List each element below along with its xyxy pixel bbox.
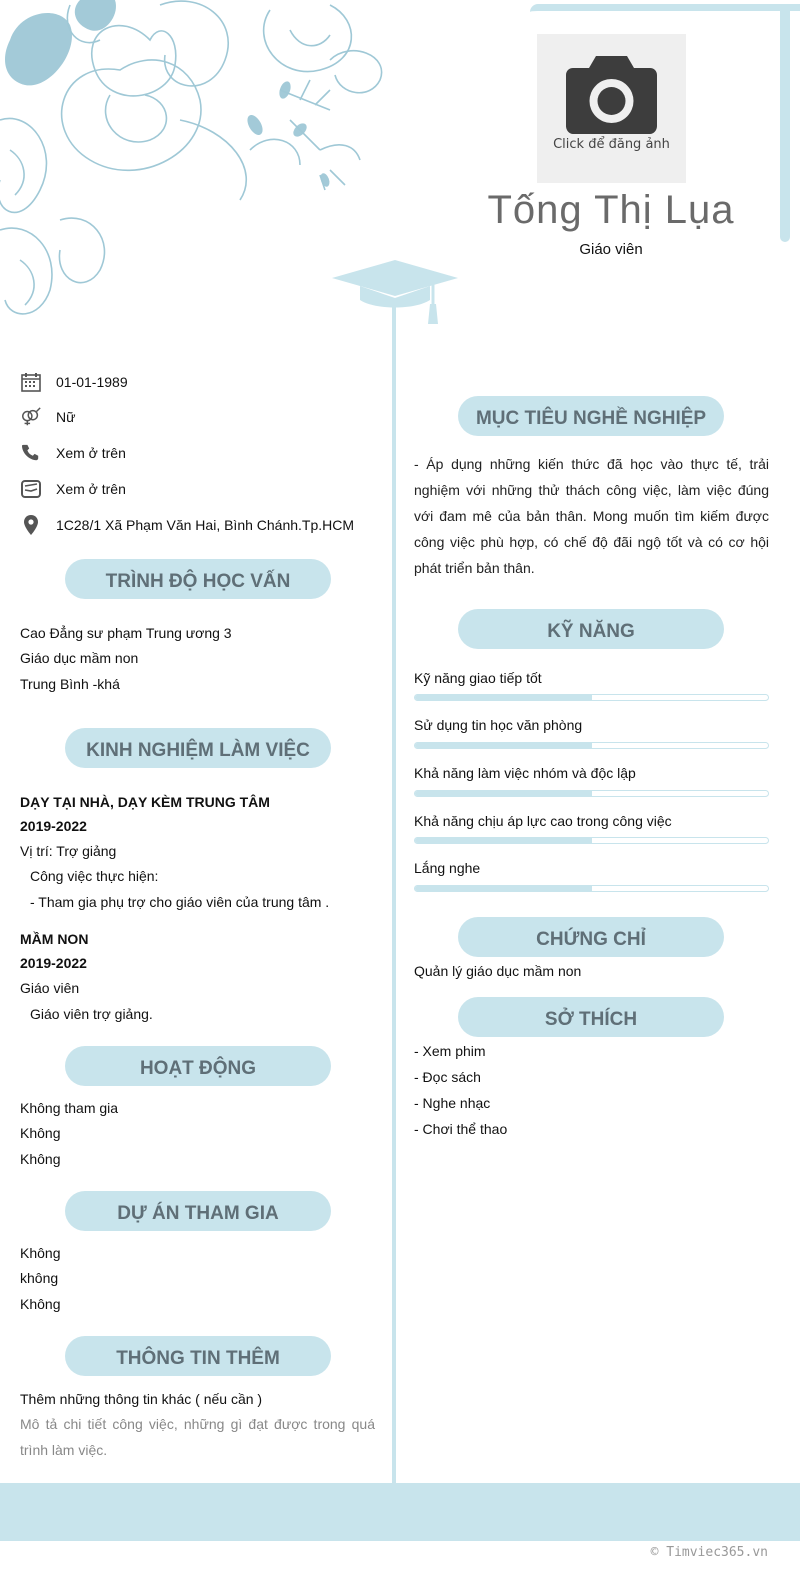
skill-name[interactable]: Khả năng chịu áp lực cao trong công việc bbox=[414, 813, 672, 829]
skill-name[interactable]: Lắng nghe bbox=[414, 860, 481, 876]
extra-info-heading: THÔNG TIN THÊM bbox=[65, 1336, 331, 1376]
activity-line[interactable]: Không bbox=[20, 1125, 61, 1141]
skill-name[interactable]: Sử dụng tin học văn phòng bbox=[414, 717, 583, 733]
copyright-text: © Timviec365.vn bbox=[650, 1545, 768, 1560]
job-company[interactable]: MẦM NON bbox=[20, 931, 89, 947]
job-description[interactable]: - Tham gia phụ trợ cho giáo viên của trung tâm . bbox=[30, 894, 330, 910]
skill-bar[interactable] bbox=[414, 694, 769, 701]
skill-bar[interactable] bbox=[414, 742, 769, 749]
frame-right-border bbox=[780, 8, 790, 242]
project-line[interactable]: Không bbox=[20, 1245, 61, 1261]
skill-bar[interactable] bbox=[414, 790, 769, 797]
education-line[interactable]: Giáo dục mầm non bbox=[20, 650, 139, 666]
activities-heading: HOẠT ĐỘNG bbox=[65, 1046, 331, 1086]
skill-name[interactable]: Kỹ năng giao tiếp tốt bbox=[414, 670, 542, 686]
certificates-heading: CHỨNG CHỈ bbox=[458, 917, 724, 957]
photo-upload[interactable] bbox=[537, 34, 686, 183]
extra-info-line[interactable]: Thêm những thông tin khác ( nếu cần ) bbox=[20, 1391, 263, 1407]
activity-line[interactable]: Không tham gia bbox=[20, 1100, 119, 1116]
objective-text[interactable]: - Áp dụng những kiến thức đã học vào thực tế, trải nghiệm với những thử thách công việc, làm việc đúng với đam mê của bản thân. Mong muốn tìm kiếm được công việc phù hợp, có chế độ đãi ngộ tốt và có cơ hội phát triển bản thân. bbox=[414, 456, 769, 576]
job-description[interactable]: Giáo viên trợ giảng. bbox=[30, 1006, 153, 1022]
job-description[interactable]: Công việc thực hiện: bbox=[30, 868, 159, 884]
job-position[interactable]: Giáo viên bbox=[20, 980, 80, 996]
gender-icon bbox=[20, 406, 42, 428]
job-period[interactable]: 2019-2022 bbox=[20, 955, 87, 971]
projects-heading: DỰ ÁN THAM GIA bbox=[65, 1191, 331, 1231]
email-row[interactable] bbox=[20, 477, 126, 501]
email-icon bbox=[20, 478, 42, 500]
hobby-line[interactable]: - Xem phim bbox=[414, 1043, 486, 1059]
certificate-line[interactable]: Quản lý giáo dục mầm non bbox=[414, 963, 582, 979]
gender-value: Nữ bbox=[56, 409, 76, 425]
footer-band bbox=[0, 1483, 800, 1541]
phone-row[interactable] bbox=[20, 441, 126, 465]
project-line[interactable]: không bbox=[20, 1270, 59, 1286]
address-value: 1C28/1 Xã Phạm Văn Hai, Bình Chánh.Tp.HCM bbox=[56, 517, 355, 533]
email-value: Xem ở trên bbox=[56, 481, 126, 497]
skills-heading: KỸ NĂNG bbox=[458, 609, 724, 649]
candidate-name[interactable]: Tống Thị Lụa bbox=[487, 188, 735, 232]
column-divider bbox=[392, 300, 396, 1484]
calendar-icon bbox=[20, 371, 42, 393]
hobbies-heading: SỞ THÍCH bbox=[458, 997, 724, 1037]
phone-icon bbox=[20, 442, 42, 464]
gender-row[interactable] bbox=[20, 405, 75, 429]
frame-top-border bbox=[530, 4, 800, 12]
job-company[interactable]: DẠY TẠI NHÀ, DẠY KÈM TRUNG TÂM bbox=[20, 794, 270, 810]
job-period[interactable]: 2019-2022 bbox=[20, 818, 87, 834]
experience-heading: KINH NGHIỆM LÀM VIỆC bbox=[65, 728, 331, 768]
location-icon bbox=[20, 514, 42, 536]
camera-icon bbox=[566, 56, 657, 134]
job-position[interactable]: Vị trí: Trợ giảng bbox=[20, 843, 117, 859]
skill-bar-fill bbox=[415, 838, 592, 843]
activity-line[interactable]: Không bbox=[20, 1151, 61, 1167]
skill-bar-fill bbox=[415, 886, 592, 891]
project-line[interactable]: Không bbox=[20, 1296, 61, 1312]
skill-name[interactable]: Khả năng làm việc nhóm và độc lập bbox=[414, 765, 636, 781]
education-heading: TRÌNH ĐỘ HỌC VẤN bbox=[65, 559, 331, 599]
hobby-line[interactable]: - Nghe nhạc bbox=[414, 1095, 491, 1111]
skill-bar[interactable] bbox=[414, 837, 769, 844]
skill-bar-fill bbox=[415, 791, 592, 796]
hobby-line[interactable]: - Đọc sách bbox=[414, 1069, 481, 1085]
birthdate-row[interactable] bbox=[20, 370, 128, 394]
birthdate-value: 01-01-1989 bbox=[56, 374, 128, 390]
photo-upload-label: Click để đăng ảnh bbox=[553, 137, 670, 152]
address-row[interactable] bbox=[20, 513, 354, 537]
candidate-title[interactable]: Giáo viên bbox=[579, 241, 643, 258]
education-line[interactable]: Cao Đẳng sư phạm Trung ương 3 bbox=[20, 625, 232, 641]
education-line[interactable]: Trung Bình -khá bbox=[20, 676, 120, 692]
skill-bar-fill bbox=[415, 743, 592, 748]
hobby-line[interactable]: - Chơi thể thao bbox=[414, 1121, 508, 1137]
extra-info-placeholder[interactable]: Mô tả chi tiết công việc, những gì đạt được trong quá trình làm việc. bbox=[20, 1416, 375, 1458]
phone-value: Xem ở trên bbox=[56, 445, 126, 461]
skill-bar-fill bbox=[415, 695, 592, 700]
objective-heading: MỤC TIÊU NGHỀ NGHIỆP bbox=[458, 396, 724, 436]
skill-bar[interactable] bbox=[414, 885, 769, 892]
